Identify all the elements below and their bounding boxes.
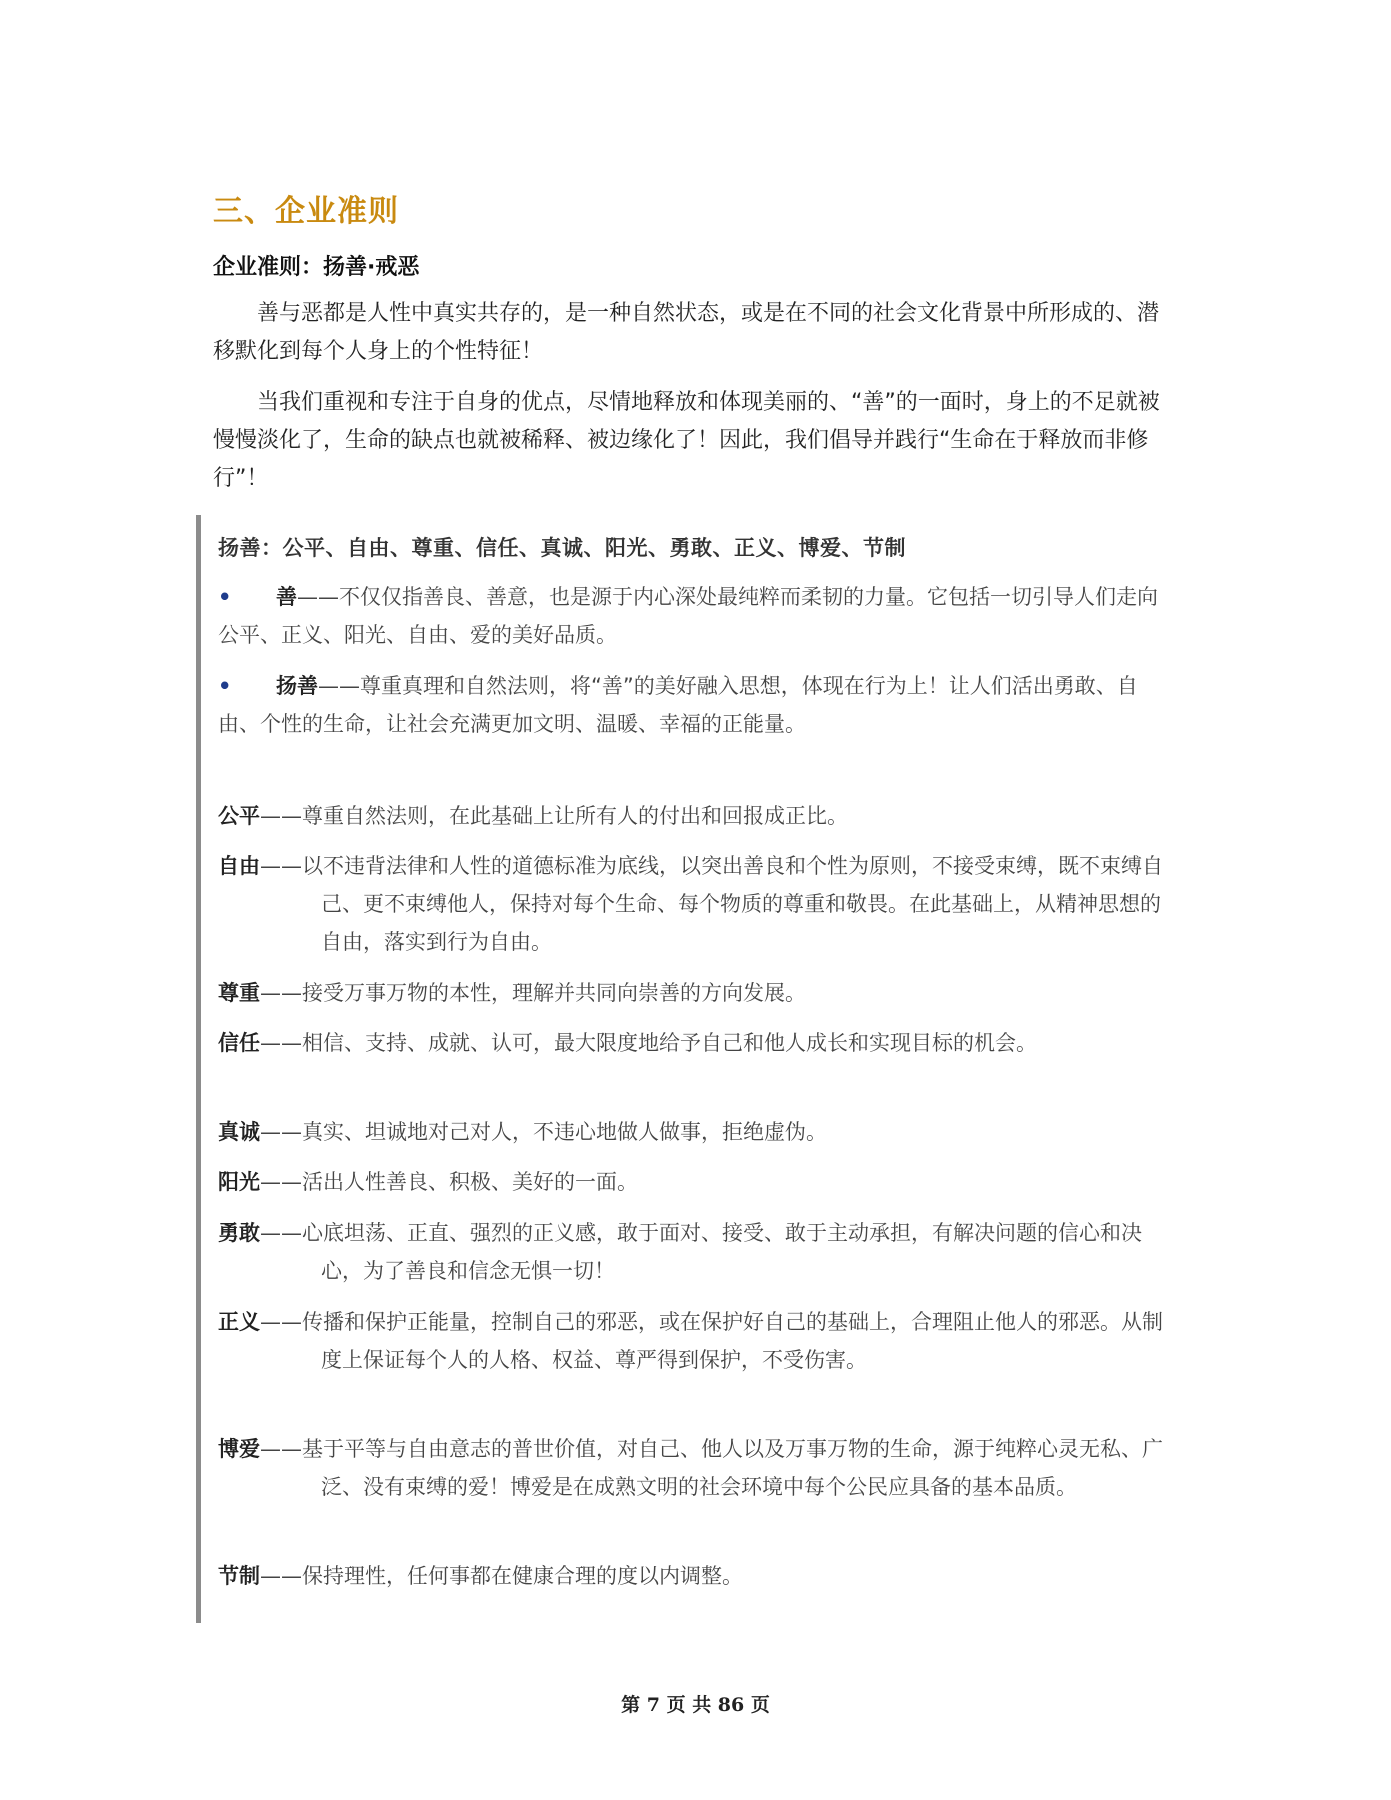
bullet-marker: • [218, 585, 232, 609]
definition-term: 勇敢 [218, 1221, 260, 1245]
definition-term: 真诚 [218, 1120, 260, 1144]
definition-courage [218, 1214, 1168, 1290]
definition-term: 正义 [218, 1310, 260, 1334]
definition-freedom [218, 847, 1168, 961]
bullet-item-shan [218, 578, 1173, 654]
page-number-footer: 第 7 页 共 86 页 [621, 1694, 770, 1716]
definition-respect [218, 974, 1168, 1012]
definition-text: ——心底坦荡、正直、强烈的正义感，敢于面对、接受、敢于主动承担，有解决问题的信心和决心，为了善良和信念无惧一切！ [260, 1221, 1142, 1283]
definition-temperance [218, 1557, 1168, 1595]
definition-text: ——以不违背法律和人性的道德标准为底线，以突出善良和个性为原则，不接受束缚，既不束缚自己、更不束缚他人，保持对每个生命、每个物质的尊重和敬畏。在此基础上，从精神思想的自由，落实到行为自由。 [260, 854, 1163, 954]
bullet-term: 善 [276, 585, 297, 609]
definition-text: ——接受万事万物的本性，理解并共同向崇善的方向发展。 [260, 981, 806, 1005]
virtues-summary: 扬善：公平、自由、尊重、信任、真诚、阳光、勇敢、正义、博爱、节制 [218, 536, 906, 560]
definition-term: 信任 [218, 1031, 260, 1055]
intro-paragraph-1: 善与恶都是人性中真实共存的，是一种自然状态，或是在不同的社会文化背景中所形成的、潜移默化到每个人身上的个性特征！ [213, 301, 1160, 364]
definition-justice [218, 1303, 1168, 1379]
definition-term: 尊重 [218, 981, 260, 1005]
definition-term: 阳光 [218, 1170, 260, 1194]
definition-term: 博爱 [218, 1437, 260, 1461]
section-title: 三、企业准则 [213, 194, 399, 229]
definition-fairness [218, 797, 1168, 835]
definition-text: ——活出人性善良、积极、美好的一面。 [260, 1170, 638, 1194]
definition-sunshine [218, 1163, 1168, 1201]
bullet-term: 扬善 [276, 674, 318, 698]
bullet-item-yangshan [218, 667, 1173, 743]
definition-text: ——传播和保护正能量，控制自己的邪恶，或在保护好自己的基础上，合理阻止他人的邪恶。从制度上保证每个人的人格、权益、尊严得到保护，不受伤害。 [260, 1310, 1163, 1372]
definition-term: 自由 [218, 854, 260, 878]
definition-sincerity [218, 1113, 1168, 1151]
definition-text: ——基于平等与自由意志的普世价值，对自己、他人以及万事万物的生命，源于纯粹心灵无私、广泛、没有束缚的爱！博爱是在成熟文明的社会环境中每个公民应具备的基本品质。 [260, 1437, 1163, 1499]
definition-trust [218, 1024, 1168, 1062]
definition-term: 公平 [218, 804, 260, 828]
virtues-block [196, 515, 1181, 1623]
definition-text: ——相信、支持、成就、认可，最大限度地给予自己和他人成长和实现目标的机会。 [260, 1031, 1037, 1055]
bullet-text: ——尊重真理和自然法则，将“善”的美好融入思想，体现在行为上！让人们活出勇敢、自由、个性的生命，让社会充满更加文明、温暖、幸福的正能量。 [218, 674, 1138, 736]
definition-text: ——保持理性，任何事都在健康合理的度以内调整。 [260, 1564, 743, 1588]
definition-text: ——真实、坦诚地对己对人，不违心地做人做事，拒绝虚伪。 [260, 1120, 827, 1144]
principle-title: 企业准则：扬善·戒恶 [213, 255, 420, 280]
bullet-marker: • [218, 674, 232, 698]
intro-paragraph-2: 当我们重视和专注于自身的优点，尽情地释放和体现美丽的、“善”的一面时，身上的不足就被慢慢淡化了，生命的缺点也就被稀释、被边缘化了！因此，我们倡导并践行“生命在于释放而非修行”！ [213, 390, 1160, 491]
bullet-text: ——不仅仅指善良、善意，也是源于内心深处最纯粹而柔韧的力量。它包括一切引导人们走向公平、正义、阳光、自由、爱的美好品质。 [218, 585, 1158, 647]
definition-fraternity [218, 1430, 1168, 1506]
definition-text: ——尊重自然法则，在此基础上让所有人的付出和回报成正比。 [260, 804, 848, 828]
definition-term: 节制 [218, 1564, 260, 1588]
